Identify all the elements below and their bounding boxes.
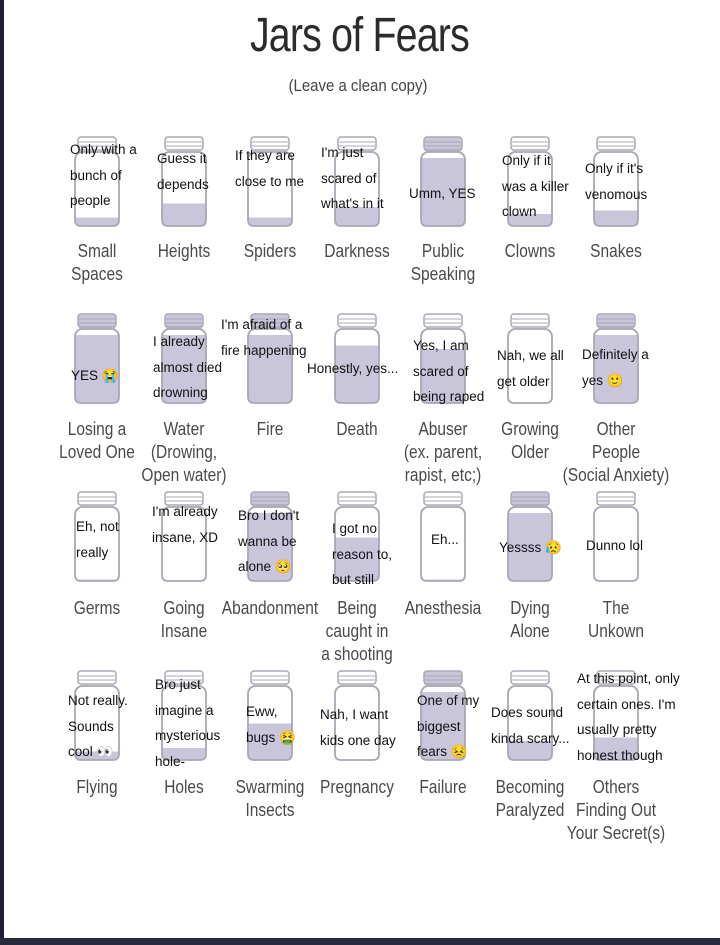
handwritten-note: Honestly, yes... [307,361,399,376]
handwritten-note: Only with a bunch of people [70,142,137,208]
handwritten-note: I'm just scared of what's in it [321,145,384,211]
fear-label: Pregnancy [319,777,395,797]
handwritten-note: I already almost died drowning [153,334,223,400]
handwritten-note: Eh, not really [76,519,119,560]
handwritten-note: YES 😭 [71,368,119,383]
fear-label: Death [336,419,378,439]
handwritten-note: Does sound kinda scary... [491,705,570,746]
page-title: Jars of Fears [249,9,469,62]
fear-label: Failure [419,777,467,797]
handwritten-note: I'm already insane, XD [152,504,219,545]
handwritten-note: Bro I don't wanna be alone 🥺 [238,508,300,574]
fear-label: Dying Alone [510,598,550,641]
handwritten-note: Only if it's venomous [585,161,648,202]
handwritten-note: If they are close to me [235,148,305,189]
fear-label: Flying [76,777,118,797]
fear-label: Growing Older [501,419,559,462]
handwritten-note: I'm afraid of a fire happening [221,317,307,358]
handwritten-note: Yes, I am scared of being raped [413,338,485,404]
handwritten-note: Umm, YES [409,186,476,201]
handwritten-note: Definitely a yes 🙂 [582,347,649,388]
handwritten-note: I got no reason to, but still [332,521,393,587]
handwritten-note: Not really. Sounds cool 👀 [68,693,128,759]
bottom-border [0,938,720,945]
fear-label: Others Finding Out Your Secret(s) [566,777,666,843]
fear-label: Public Speaking [410,241,476,284]
fear-label: Water (Drowing, Open water) [141,419,227,485]
page-subtitle: (Leave a clean copy) [288,76,428,95]
fear-label: Going Insane [160,598,208,641]
handwritten-note: Dunno lol [586,538,644,553]
fear-label: The Unkown [588,598,644,641]
fear-label: Other People (Social Anxiety) [562,419,670,485]
fear-label: Swarming Insects [235,777,305,820]
fear-label: Abuser (ex. parent, rapist, etc;) [403,419,483,485]
fear-label: Abandonment [221,598,319,618]
handwritten-note: One of my biggest fears 😣 [417,693,480,759]
fear-label: Small Spaces [71,241,123,284]
fear-label: Holes [164,777,204,797]
handwritten-note: Eww, bugs 🤮 [246,704,296,745]
fear-label: Heights [157,241,211,261]
fear-label: Losing a Loved One [59,419,135,462]
handwritten-note: Nah, we all get older [497,348,564,389]
handwritten-note: Only if it was a killer clown [502,153,569,219]
fear-label: Spiders [243,241,297,261]
handwritten-note: Yessss 😥 [499,540,562,555]
handwritten-note: Guess it depends [157,151,209,192]
fear-label: Germs [73,598,121,618]
fear-label: Darkness [324,241,390,261]
handwritten-note: Bro just imagine a mysterious hole- [155,677,221,769]
fear-label: Anesthesia [404,598,482,618]
fear-label: Fire [256,419,284,439]
handwritten-note: Eh... [431,532,459,547]
left-border [0,0,4,945]
handwritten-note: Nah, I want kids one day [320,707,396,748]
fear-label: Snakes [590,241,642,261]
jar-icon [69,313,125,405]
fear-label: Becoming Paralyzed [495,777,565,820]
fear-label: Being caught in a shooting [321,598,393,664]
handwritten-note: At this point, only certain ones. I'm usually pretty honest though [577,671,680,763]
fear-label: Clowns [504,241,556,261]
